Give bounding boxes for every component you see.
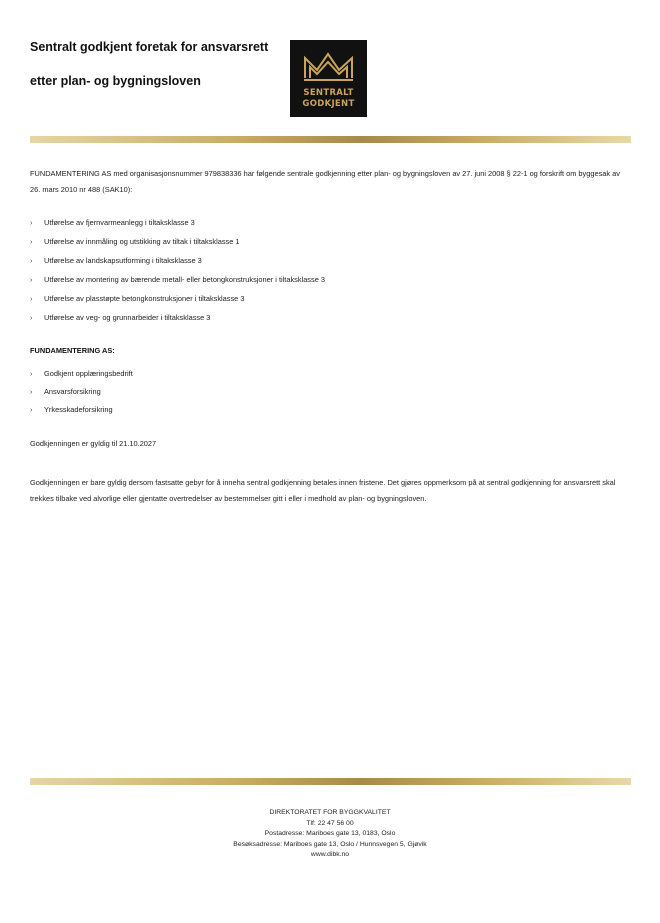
list-item [30,401,133,419]
logo-text-godkjent: GODKJENT [302,99,355,109]
footer-visiting-address: Besøksadresse: Mariboes gate 13, Oslo / Hunnsvegen 5, Gjøvik [233,840,427,848]
company-item-text: Godkjent opplæringsbedrift [44,369,133,378]
chevron-right-icon: › [30,405,33,414]
document-title-line-2: etter plan- og bygningsloven [30,74,201,88]
chevron-right-icon: › [30,256,33,265]
company-item-text: Yrkesskadeforsikring [44,405,113,414]
list-item [30,213,325,232]
approval-text: Utførelse av montering av bærende metall- eller betongkonstruksjoner i tiltaksklasse 3 [44,275,325,284]
list-item [30,365,133,383]
footer-website: www.dibk.no [310,851,350,858]
notice-paragraph: Godkjenningen er bare gyldig dersom fastsatte gebyr for å inneha sentral godkjenning betales innen fristene. Det gjøres oppmerksom på at sentral godkjenning for ansvarsrett skal trekkes tilbake ved alvorlige eller gjentatte overtredelser av bestemmelser gitt i eller i medhold av plan- og bygningsloven. [30,478,616,503]
company-item-text: Ansvarsforsikring [44,387,101,396]
chevron-right-icon: › [30,387,33,396]
chevron-right-icon: › [30,294,33,303]
approval-text: Utførelse av plasstøpte betongkonstruksjoner i tiltaksklasse 3 [44,294,245,303]
list-item [30,383,133,401]
footer [0,808,660,861]
list-item [30,270,325,289]
approval-text: Utførelse av fjernvarmeanlegg i tiltaksklasse 3 [44,218,195,227]
company-heading: FUNDAMENTERING AS: [30,346,115,355]
approval-text: Utførelse av innmåling og utstikking av tiltak i tiltaksklasse 1 [44,237,240,246]
chevron-right-icon: › [30,218,33,227]
logo-text-sentralt: SENTRALT [303,88,354,98]
chevron-right-icon: › [30,237,33,246]
list-item [30,232,325,251]
footer-org-name: DIREKTORATET FOR BYGGKVALITET [269,809,391,816]
approval-list [30,213,325,327]
sentralt-godkjent-logo [290,40,367,117]
chevron-right-icon: › [30,369,33,378]
validity-statement: Godkjenningen er gyldig til 21.10.2027 [30,439,157,448]
chevron-right-icon: › [30,275,33,284]
approval-text: Utførelse av veg- og grunnarbeider i tiltaksklasse 3 [44,313,211,322]
gold-divider-bottom [30,778,631,785]
list-item [30,289,325,308]
company-attribute-list [30,365,133,419]
chevron-right-icon: › [30,313,33,322]
document-title-line-1: Sentralt godkjent foretak for ansvarsrett [30,40,269,54]
list-item [30,308,325,327]
intro-paragraph: FUNDAMENTERING AS med organisasjonsnummer 979838336 har følgende sentrale godkjenning etter plan- og bygningsloven av 27. juni 2008 § 22-1 og forskrift om byggesak av 26. mars 2010 nr 488 (SAK10): [30,169,620,194]
footer-phone: Tlf: 22 47 56 00 [306,819,354,827]
footer-postal-address: Postadresse: Mariboes gate 13, 0183, Oslo [264,830,396,837]
approval-text: Utførelse av landskapsutforming i tiltaksklasse 3 [44,256,202,265]
list-item [30,251,325,270]
gold-divider-top [30,136,631,143]
